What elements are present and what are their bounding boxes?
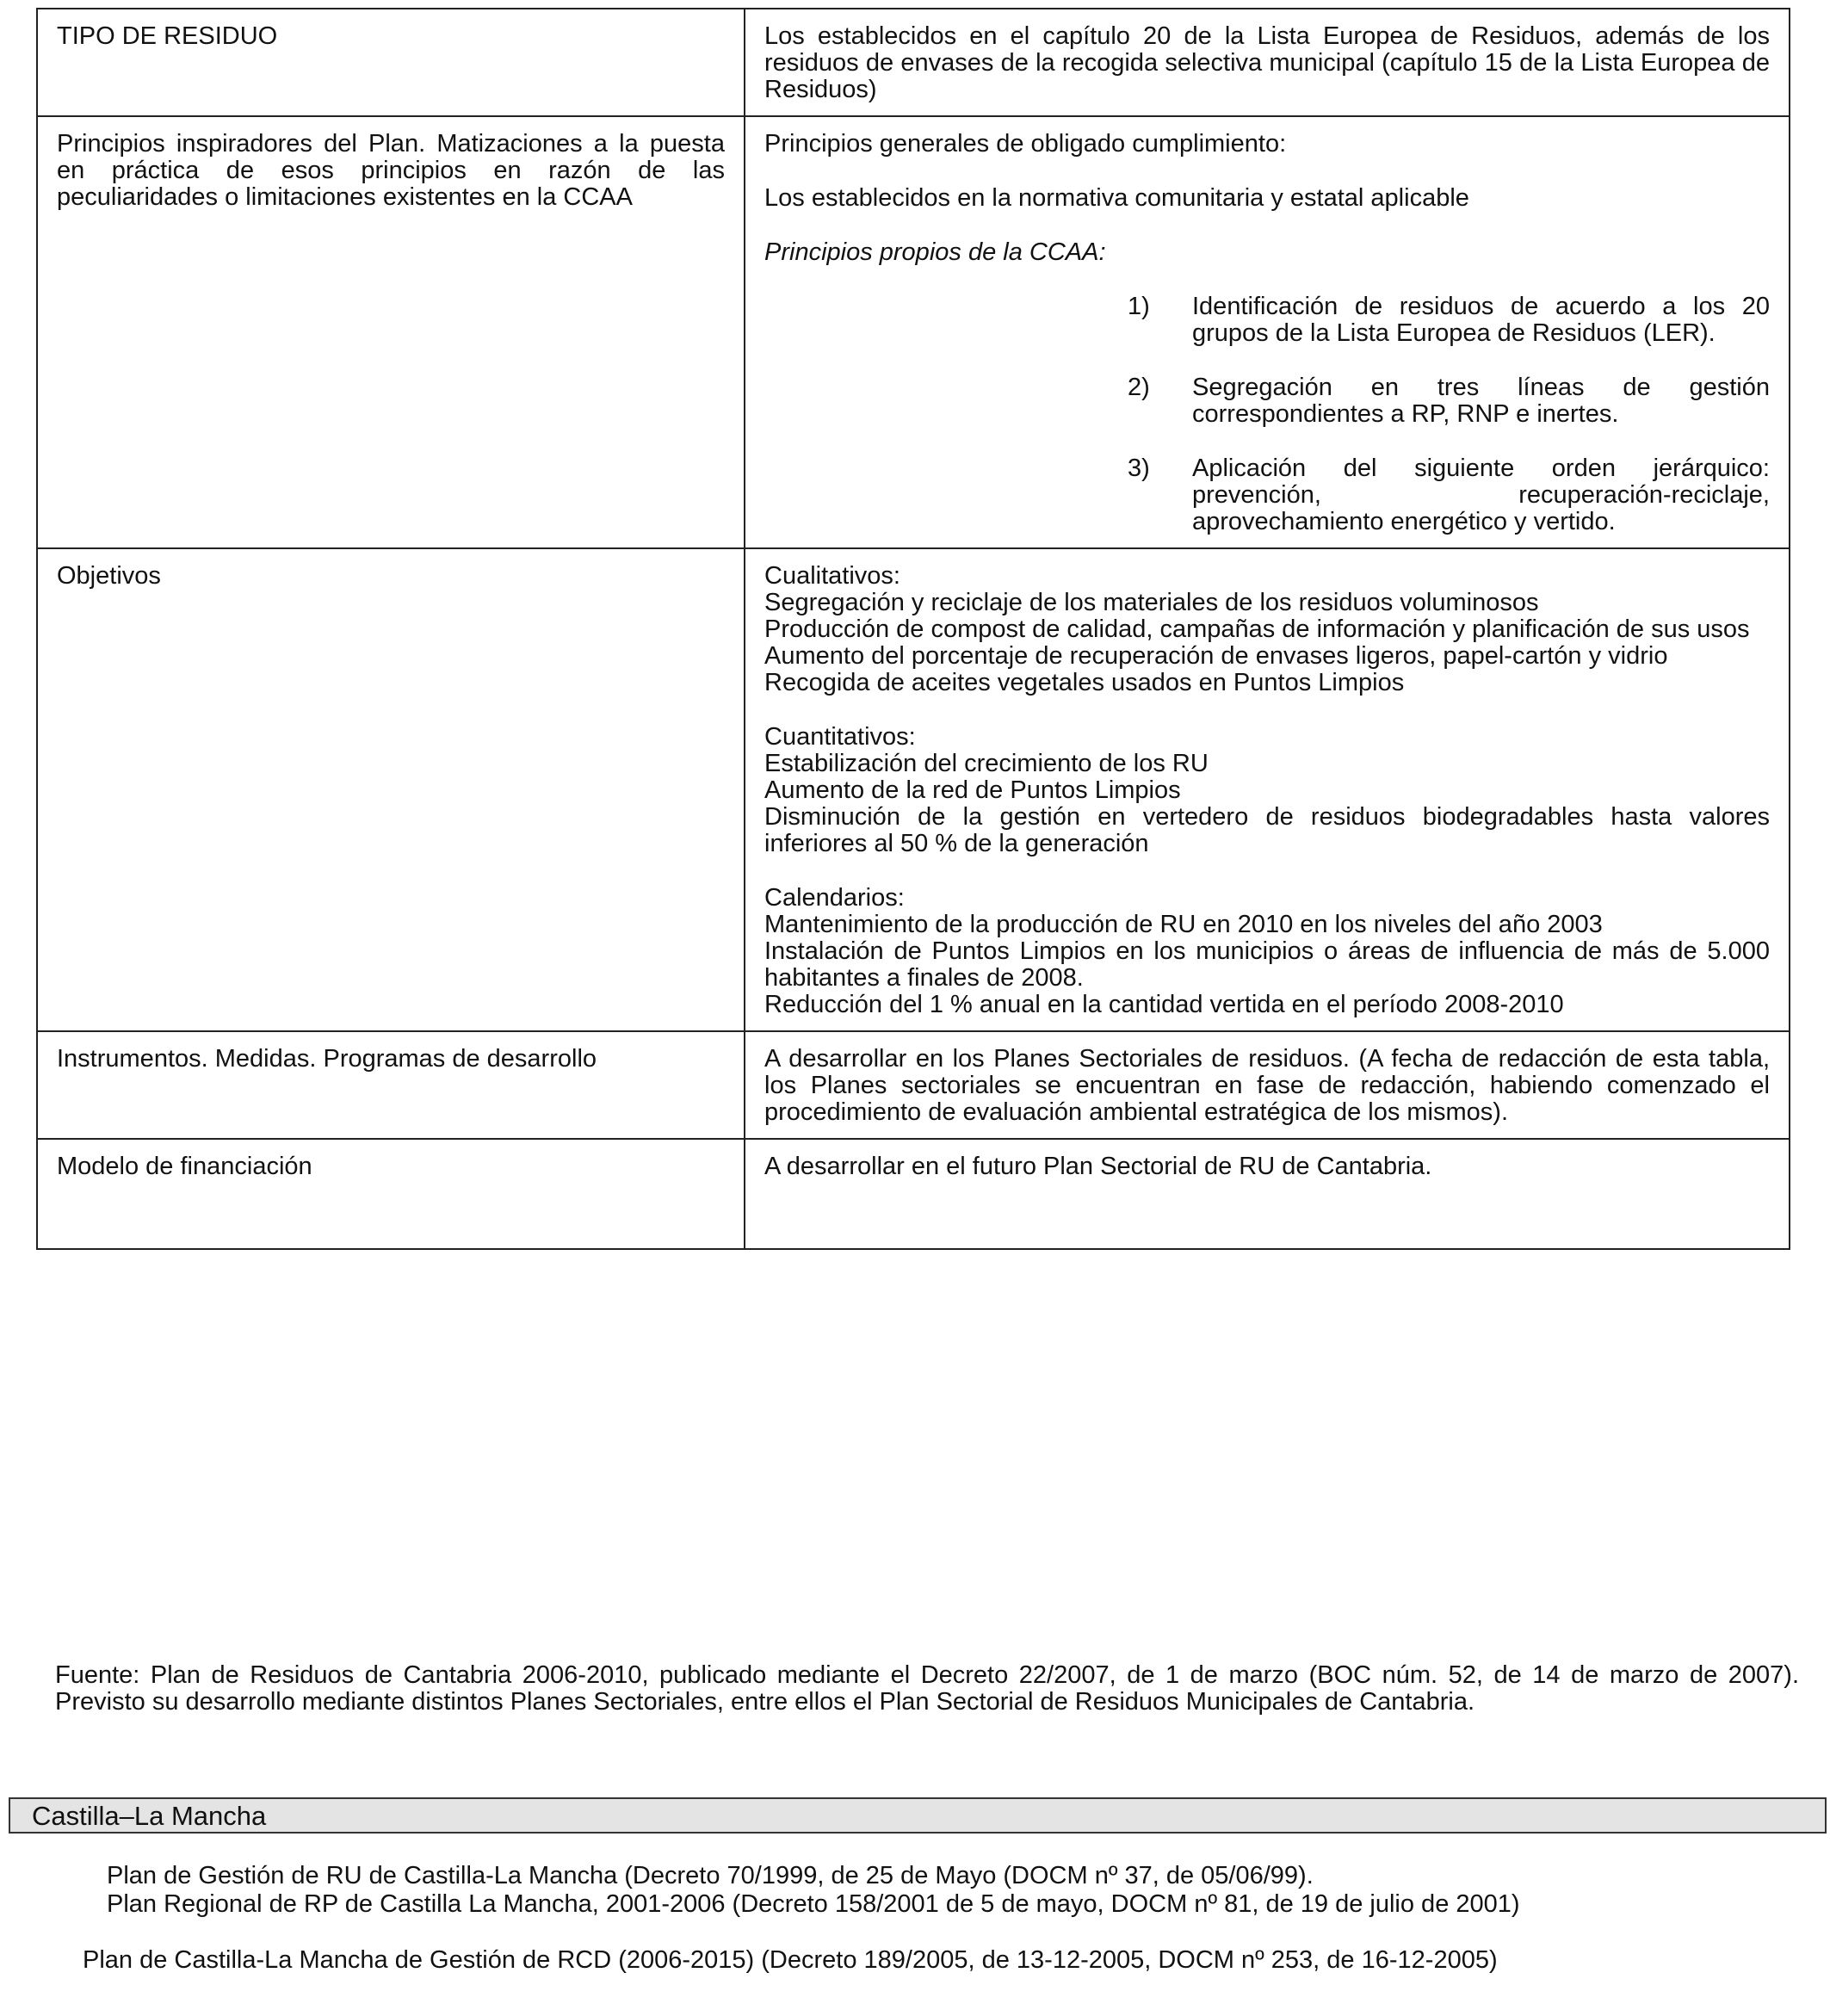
list-item: Disminución de la gestión en vertedero de residuos biodegradables hasta valores inferiores al 50 % de la generación	[764, 803, 1770, 857]
group-heading-cuantitativos: Cuantitativos:	[764, 723, 916, 751]
list-item: Reducción del 1 % anual en la cantidad vertida en el período 2008-2010	[764, 991, 1564, 1018]
list-item: Segregación y reciclaje de los materiales de los residuos voluminosos	[764, 589, 1539, 616]
row-content	[745, 548, 1790, 1031]
table-row-tipo-residuo	[37, 9, 1790, 116]
source-note: Fuente: Plan de Residuos de Cantabria 2006-2010, publicado mediante el Decreto 22/2007, de 1 de marzo (BOC núm. 52, de 14 de marzo de 2007). Previsto su desarrollo mediante distintos Planes Sectoriales, entre ellos el Plan Sectorial de Residuos Municipales de Cantabria.	[55, 1661, 1799, 1716]
row-label: Instrumentos. Medidas. Programas de desarrollo	[37, 1031, 745, 1139]
own-principles-heading: Principios propios de la CCAA:	[764, 238, 1106, 266]
list-item: Aumento del porcentaje de recuperación de envases ligeros, papel-cartón y vidrio	[764, 642, 1668, 670]
list-item: 2) Segregación en tres líneas de gestión correspondientes a RP, RNP e inertes.	[1128, 374, 1770, 428]
table-row-financiacion	[37, 1139, 1790, 1249]
row-content: A desarrollar en los Planes Sectoriales de residuos. (A fecha de redacción de esta tabla, los Planes sectoriales se encuentran en fase de redacción, habiendo comenzado el procedimiento de evaluación ambiental estratégica de los mismos).	[745, 1031, 1790, 1139]
group-heading-cualitativos: Cualitativos:	[764, 562, 900, 590]
row-label: Principios inspiradores del Plan. Matizaciones a la puesta en práctica de esos principios en razón de las peculiaridades o limitaciones existentes en la CCAA	[37, 116, 745, 548]
general-principles-heading: Principios generales de obligado cumplimiento:	[764, 130, 1287, 158]
row-label: Objetivos	[37, 548, 745, 1031]
table-row-principios	[37, 116, 1790, 548]
plan-entry: Plan Regional de RP de Castilla La Mancha, 2001-2006 (Decreto 158/2001 de 5 de mayo, DOCM nº 81, de 19 de julio de 2001)	[107, 1890, 1520, 1918]
group-heading-calendarios: Calendarios:	[764, 884, 905, 912]
row-content: A desarrollar en el futuro Plan Sectorial de RU de Cantabria.	[745, 1139, 1790, 1249]
list-item: Instalación de Puntos Limpios en los municipios o áreas de influencia de más de 5.000 habitantes a finales de 2008.	[764, 937, 1770, 992]
principles-list	[1128, 294, 1770, 535]
list-item: Mantenimiento de la producción de RU en 2010 en los niveles del año 2003	[764, 911, 1603, 938]
plan-entry: Plan de Castilla-La Mancha de Gestión de RCD (2006-2015) (Decreto 189/2005, de 13-12-2005, DOCM nº 253, de 16-12-2005)	[83, 1946, 1498, 1974]
list-item: Recogida de aceites vegetales usados en Puntos Limpios	[764, 669, 1405, 696]
region-header-castilla-la-mancha: Castilla–La Mancha	[9, 1797, 1827, 1834]
table-row-objetivos	[37, 548, 1790, 1031]
list-item: Estabilización del crecimiento de los RU	[764, 750, 1209, 777]
table-row-instrumentos	[37, 1031, 1790, 1139]
list-item: 3) Aplicación del siguiente orden jerárquico: prevención, recuperación-reciclaje, aprovechamiento energético y vertido.	[1128, 455, 1770, 535]
list-item: Aumento de la red de Puntos Limpios	[764, 776, 1181, 804]
list-item: Producción de compost de calidad, campañas de información y planificación de sus usos	[764, 615, 1750, 643]
row-content: Los establecidos en el capítulo 20 de la Lista Europea de Residuos, además de los residuos de envases de la recogida selectiva municipal (capítulo 15 de la Lista Europea de Residuos)	[745, 9, 1790, 116]
row-label: Modelo de financiación	[37, 1139, 745, 1249]
plan-summary-table	[36, 8, 1790, 1250]
row-content	[745, 116, 1790, 548]
row-label: TIPO DE RESIDUO	[37, 9, 745, 116]
general-principles-text: Los establecidos en la normativa comunitaria y estatal aplicable	[764, 184, 1469, 212]
plan-entry: Plan de Gestión de RU de Castilla-La Mancha (Decreto 70/1999, de 25 de Mayo (DOCM nº 37, de 05/06/99).	[107, 1862, 1314, 1889]
list-item: 1) Identificación de residuos de acuerdo a los 20 grupos de la Lista Europea de Residuos (LER).	[1128, 293, 1770, 347]
